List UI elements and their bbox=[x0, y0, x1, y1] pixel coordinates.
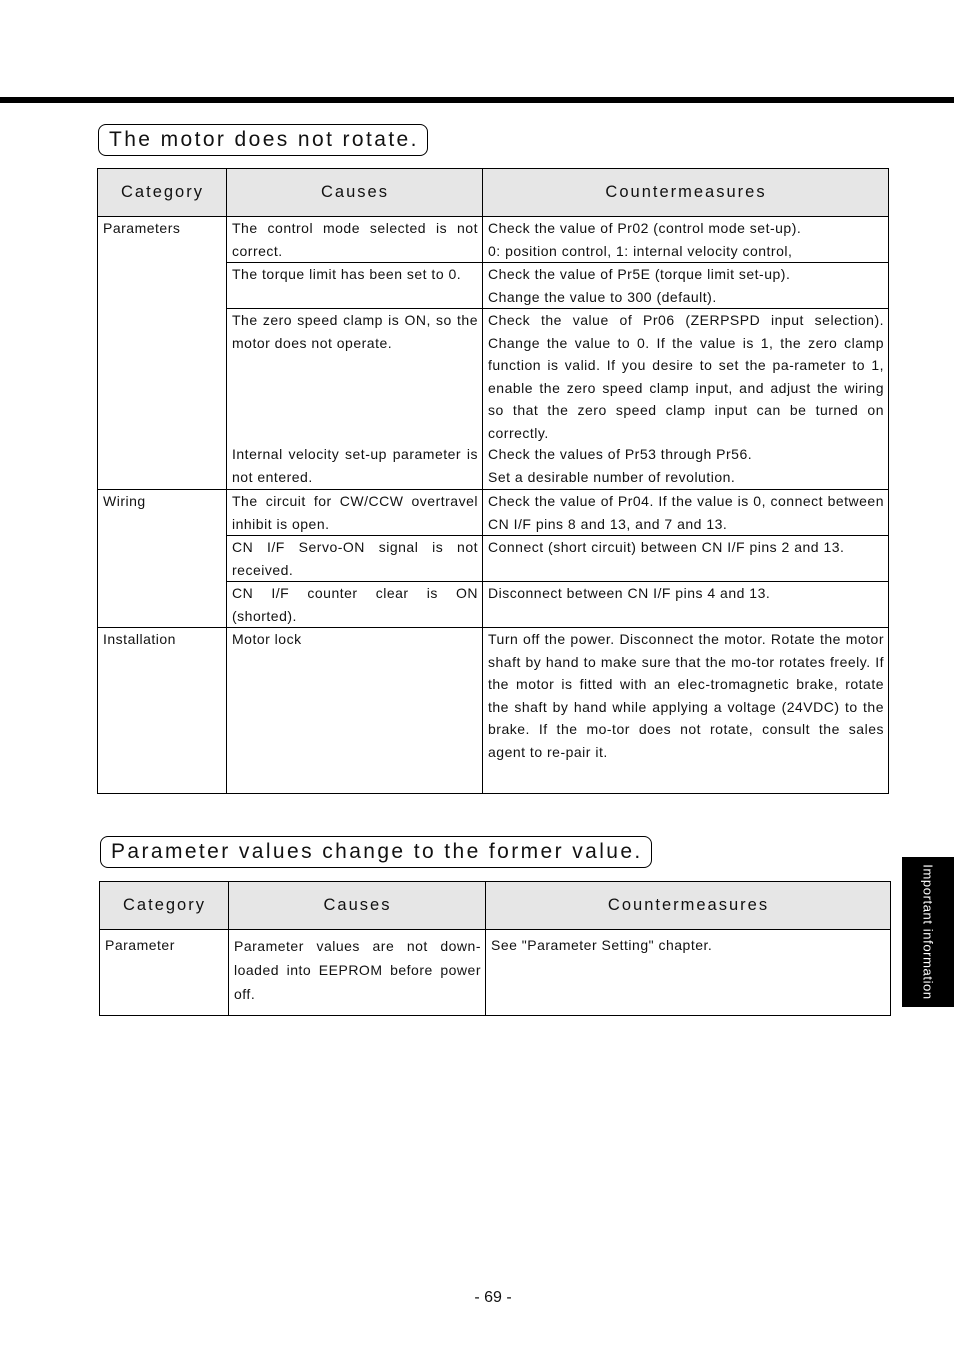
countermeasure-line: Change the value to 300 (default). bbox=[488, 288, 717, 305]
countermeasure-cell: Disconnect between CN I/F pins 4 and 13. bbox=[483, 582, 889, 628]
table-header-row bbox=[98, 169, 889, 217]
category-cell: Installation bbox=[98, 628, 227, 794]
cause-cell: The circuit for CW/CCW overtravel inhibit is open. bbox=[227, 490, 483, 536]
table-row bbox=[98, 217, 889, 263]
header-category: Category bbox=[98, 169, 227, 217]
side-tab-label: Important information bbox=[920, 864, 936, 1000]
countermeasure-cell bbox=[483, 217, 889, 263]
table-row bbox=[100, 930, 891, 1016]
header-causes: Causes bbox=[229, 882, 486, 930]
countermeasure-line: 0: position control, 1: internal velocity control, bbox=[488, 242, 793, 259]
cause-cell: Motor lock bbox=[227, 628, 483, 794]
cause-cell: The control mode selected is not correct. bbox=[227, 217, 483, 263]
cause-cell: CN I/F Servo-ON signal is not received. bbox=[227, 536, 483, 582]
top-rule bbox=[0, 97, 954, 103]
countermeasure-cell: Turn off the power. Disconnect the motor. Rotate the motor shaft by hand to make sure that the mo-tor rotates freely. If the motor is fitted with an elec-tromagnetic brake, rotate the shaft by hand while applying a voltage (24VDC) to the brake. If the mo-tor does not rotate, consult the sales agent to re-pair it. bbox=[483, 628, 889, 794]
page-number: - 69 - bbox=[474, 1289, 512, 1306]
category-cell: Parameter bbox=[100, 930, 229, 1016]
countermeasure-line: Check the value of Pr02 (control mode set-up). bbox=[488, 220, 802, 236]
cause-text: The zero speed clamp is ON, so the motor does not operate. bbox=[232, 312, 478, 351]
countermeasure-text: Check the value of Pr06 (ZERPSPD input selection). Change the value to 0. If the value is 1, the zero clamp function is valid. If you desire to set the pa-rameter to 1, enable the zero speed clamp input, and adjust the wiring so that the zero speed clamp input can be turned on correctly. bbox=[488, 312, 884, 441]
side-tab bbox=[902, 857, 954, 1007]
countermeasure-cell: See "Parameter Setting" chapter. bbox=[486, 930, 891, 1016]
cause-text: Internal velocity set-up parameter is not entered. bbox=[232, 446, 478, 485]
countermeasure-cell: Connect (short circuit) between CN I/F pins 2 and 13. bbox=[483, 536, 889, 582]
cause-cell: The torque limit has been set to 0. bbox=[227, 263, 483, 309]
table-header-row bbox=[100, 882, 891, 930]
table-row bbox=[98, 628, 889, 794]
countermeasure-cell bbox=[483, 309, 889, 490]
header-category: Category bbox=[100, 882, 229, 930]
header-countermeasures: Countermeasures bbox=[486, 882, 891, 930]
troubleshooting-table-parameter bbox=[99, 881, 891, 1016]
cause-cell: CN I/F counter clear is ON (shorted). bbox=[227, 582, 483, 628]
section-title-motor-not-rotate: The motor does not rotate. bbox=[98, 124, 428, 156]
header-causes: Causes bbox=[227, 169, 483, 217]
cause-cell: Parameter values are not down-loaded into EEPROM before power off. bbox=[229, 930, 486, 1016]
category-cell: Parameters bbox=[98, 217, 227, 490]
countermeasure-cell: Check the value of Pr04. If the value is 0, connect between CN I/F pins 8 and 13, and 7 and 13. bbox=[483, 490, 889, 536]
countermeasure-cell bbox=[483, 263, 889, 309]
category-cell: Wiring bbox=[98, 490, 227, 628]
troubleshooting-table-motor bbox=[97, 168, 889, 794]
table-row bbox=[98, 490, 889, 536]
cause-cell bbox=[227, 309, 483, 490]
countermeasure-line: Check the values of Pr53 through Pr56. bbox=[488, 446, 753, 462]
section-title-parameter-values: Parameter values change to the former value. bbox=[100, 836, 652, 868]
header-countermeasures: Countermeasures bbox=[483, 169, 889, 217]
countermeasure-line: Check the value of Pr5E (torque limit set-up). bbox=[488, 266, 791, 282]
countermeasure-line: Set a desirable number of revolution. bbox=[488, 468, 736, 485]
